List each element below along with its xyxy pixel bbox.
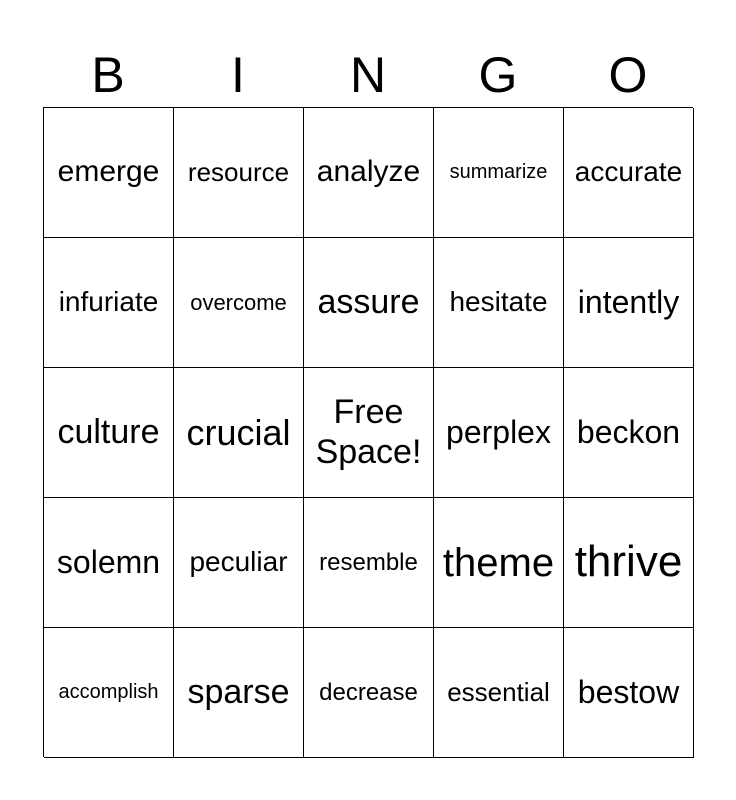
bingo-cell[interactable]: intently — [564, 238, 694, 368]
bingo-board — [43, 107, 693, 757]
bingo-cell[interactable]: analyze — [304, 108, 434, 238]
header-letter-n: N — [349, 47, 387, 103]
bingo-cell[interactable]: thrive — [564, 498, 694, 628]
bingo-cell[interactable]: assure — [304, 238, 434, 368]
bingo-cell[interactable]: theme — [434, 498, 564, 628]
header-letter-o: O — [608, 47, 648, 103]
bingo-cell[interactable]: sparse — [174, 628, 304, 758]
bingo-cell[interactable]: decrease — [304, 628, 434, 758]
bingo-cell[interactable]: culture — [44, 368, 174, 498]
header-letter-i: I — [231, 47, 245, 103]
bingo-cell[interactable]: overcome — [174, 238, 304, 368]
bingo-cell[interactable]: emerge — [44, 108, 174, 238]
header-letter-g: G — [478, 47, 518, 103]
bingo-cell[interactable]: resource — [174, 108, 304, 238]
free-space-cell[interactable]: Free Space! — [304, 368, 434, 498]
bingo-cell[interactable]: hesitate — [434, 238, 564, 368]
bingo-cell[interactable]: beckon — [564, 368, 694, 498]
bingo-cell[interactable]: perplex — [434, 368, 564, 498]
bingo-cell[interactable]: essential — [434, 628, 564, 758]
bingo-header — [43, 42, 693, 108]
bingo-cell[interactable]: accomplish — [44, 628, 174, 758]
bingo-cell[interactable]: peculiar — [174, 498, 304, 628]
bingo-cell[interactable]: accurate — [564, 108, 694, 238]
bingo-cell[interactable]: resemble — [304, 498, 434, 628]
bingo-cell[interactable]: bestow — [564, 628, 694, 758]
bingo-cell[interactable]: infuriate — [44, 238, 174, 368]
bingo-cell[interactable]: solemn — [44, 498, 174, 628]
bingo-cell[interactable]: crucial — [174, 368, 304, 498]
bingo-cell[interactable]: summarize — [434, 108, 564, 238]
header-letter-b: B — [91, 47, 125, 103]
